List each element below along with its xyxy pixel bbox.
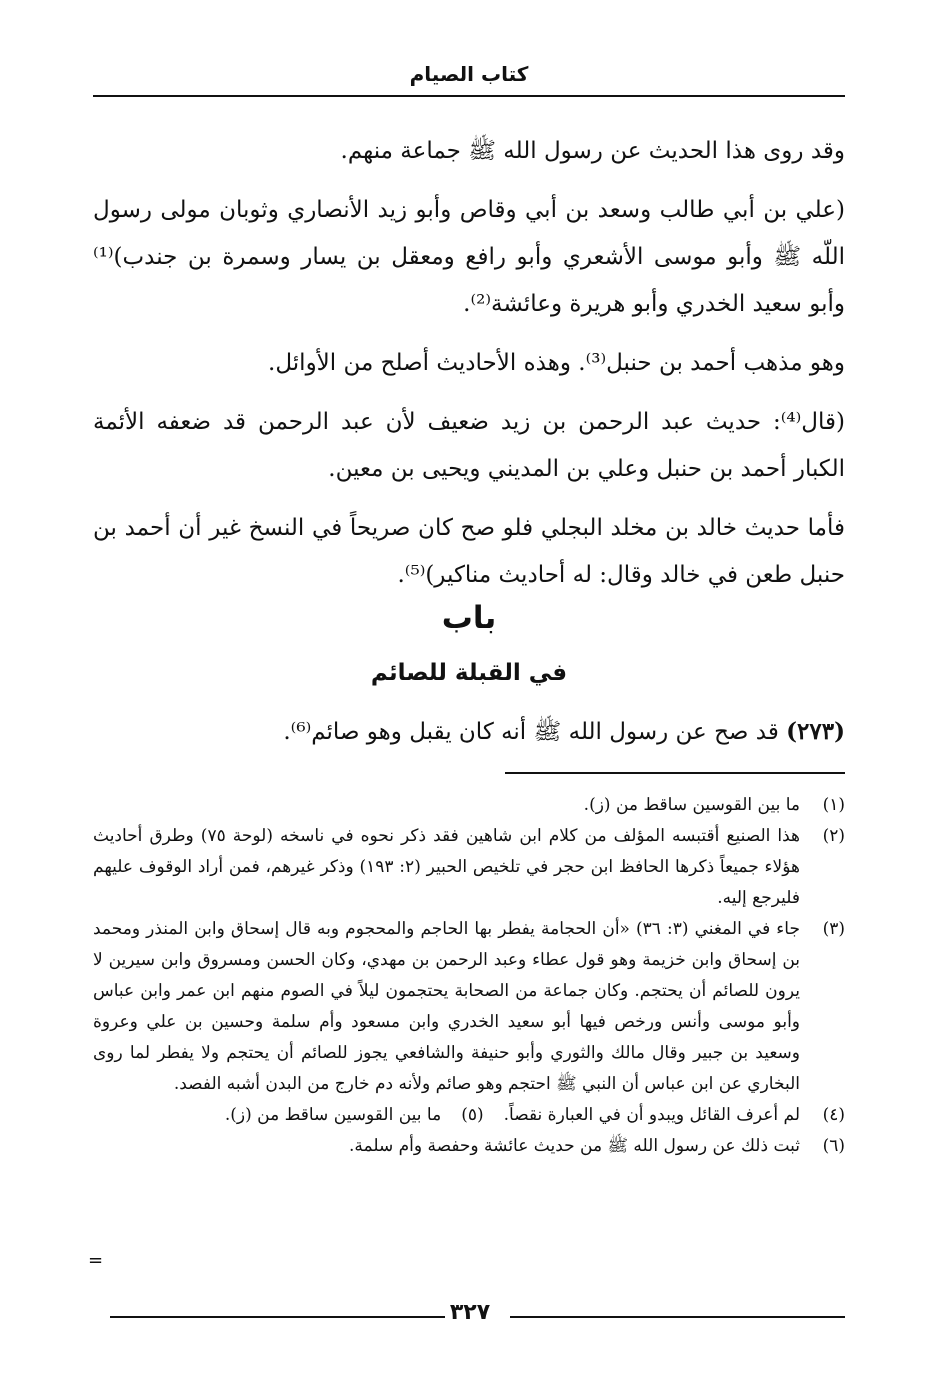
- footnote: [93, 1131, 845, 1162]
- paragraph-3: وهو مذهب أحمد بن حنبل⁽³⁾. وهذه الأحاديث أصلح من الأوائل.: [268, 350, 845, 376]
- hadith-number: (٢٧٣): [786, 718, 845, 745]
- continuation-mark: =: [88, 1250, 104, 1271]
- footer-rule-right: [510, 1316, 845, 1318]
- footnote-text: ما بين القوسين ساقط من (ز).: [583, 795, 800, 815]
- footnote-number: (١): [822, 795, 845, 815]
- footnote-number: (٤): [822, 1105, 845, 1125]
- paragraph-2: (علي بن أبي طالب وسعد بن أبي وقاص وأبو زيد الأنصاري وثوبان مولى رسول اللّه ﷺ وأبو موسى الأشعري وأبو رافع ومعقل بن يسار وسمرة بن جندب)⁽¹⁾ وأبو سعيد الخدري وأبو هريرة وعائشة⁽²⁾.: [93, 197, 845, 317]
- section-title: باب: [441, 600, 497, 636]
- footnote-text: ما بين القوسين ساقط من (ز).: [224, 1105, 442, 1125]
- footnote: [93, 821, 845, 914]
- footnote-number: (٣): [822, 919, 845, 939]
- section-subtitle: في القبلة للصائم: [370, 660, 568, 686]
- footnote-pair-text: [93, 1100, 800, 1131]
- main-text: [93, 128, 845, 611]
- footnote-separator: [505, 772, 845, 774]
- footnote-text: لم أعرف القائل ويبدو أن في العبارة نقصاً.: [503, 1105, 800, 1125]
- hadith-text: قد صح عن رسول الله ﷺ أنه كان يقبل وهو صائم⁽⁶⁾.: [283, 719, 779, 745]
- footnote-number: (٢): [822, 826, 845, 846]
- running-title: كتاب الصيام: [409, 62, 529, 86]
- header-rule: [93, 95, 845, 97]
- footnote-pair: [93, 1100, 845, 1131]
- paragraph-4: (قال⁽⁴⁾: حديث عبد الرحمن بن زيد ضعيف لأن عبد الرحمن قد ضعفه الأئمة الكبار أحمد بن حنبل وعلي بن المديني ويحيى بن معين.: [93, 409, 845, 482]
- hadith-entry: [93, 708, 845, 756]
- footnote-text: هذا الصنيع أقتبسه المؤلف من كلام ابن شاهين فقد ذكر نحوه في ناسخه (لوحة ٧٥) وطرق أحاديث هؤلاء جميعاً ذكرها الحافظ ابن حجر في تلخيص الحبير (٢: ١٩٣) وذكر غيرهم، فمن أراد الوقوف عليهم فليرجع إليه.: [93, 826, 801, 908]
- paragraph-1: وقد روى هذا الحديث عن رسول الله ﷺ جماعة منهم.: [340, 138, 845, 164]
- page-number: ٣٢٧: [449, 1300, 491, 1325]
- footnotes: [93, 790, 845, 1162]
- footnote: [93, 790, 845, 821]
- footnote: [93, 914, 845, 1100]
- footer-rule-left: [110, 1316, 445, 1318]
- footnote-text: جاء في المغني (٣: ٣٦) «أن الحجامة يفطر بها الحاجم والمحجوم وبه قال إسحاق وابن المنذر ومحمد بن إسحاق وابن خزيمة وهو قول عطاء وعبد الرحمن بن مهدي، وكان الحسن ومسروق وابن سيرين لا يرون للصائم أن يحتجم. وكان جماعة من الصحابة يحتجمون ليلاً في الصوم منهم ابن عمر وابن عباس وأبو موسى وأنس ورخص فيها أبو سعيد الخدري وابن مسعود وأم سلمة وحسين بن علي وعروة وسعيد بن جبير وقال مالك والثوري وأبو حنيفة والشافعي يجوز للصائم أن يحتجم ولا يفطر لما روى البخاري عن ابن عباس أن النبي ﷺ احتجم وهو صائم ولأنه دم خارج من البدن أشبه الفصد.: [93, 919, 800, 1094]
- footnote-number: (٦): [822, 1136, 845, 1156]
- paragraph-5: فأما حديث خالد بن مخلد البجلي فلو صح كان صريحاً في النسخ غير أن أحمد بن حنبل طعن في خالد وقال: له أحاديث مناكير)⁽⁵⁾.: [93, 515, 845, 588]
- footnote-text: ثبت ذلك عن رسول الله ﷺ من حديث عائشة وحفصة وأم سلمة.: [348, 1136, 800, 1156]
- footnote-number: (٥): [461, 1105, 484, 1125]
